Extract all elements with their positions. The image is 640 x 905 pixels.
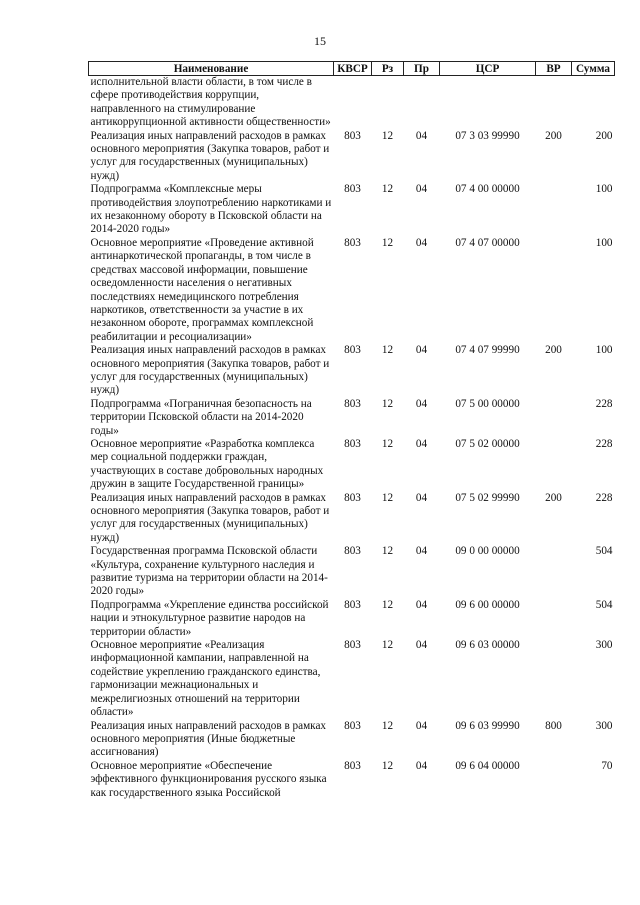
row-sum: 504 — [595, 598, 613, 611]
row-name: Реализация иных направлений расходов в рамках основного мероприятия (Иные бюджетные ассигнования) — [90, 719, 327, 759]
row-kvsr: 803 — [344, 598, 361, 611]
row-csr: 07 5 02 99990 — [455, 491, 520, 504]
row-rz: 12 — [381, 545, 394, 558]
row-csr: 07 4 07 99990 — [455, 344, 520, 357]
table-row — [89, 344, 615, 398]
row-name: Подпрограмма «Комплексные меры противодействия злоупотреблению наркотиками и их незаконному обороту в Псковской области на 2014-2020 годы» — [90, 183, 332, 236]
table-row — [89, 76, 615, 130]
row-rz: 12 — [381, 344, 394, 357]
row-vr — [536, 438, 572, 492]
row-kvsr: 803 — [344, 491, 361, 504]
row-name: Реализация иных направлений расходов в рамках основного мероприятия (Закупка товаров, работ и услуг для государственных (муниципальных) нужд) — [90, 491, 330, 544]
table-body — [89, 76, 615, 800]
header-rz: Рз — [372, 62, 404, 76]
row-sum: 228 — [595, 491, 613, 504]
row-csr: 07 5 02 00000 — [455, 437, 520, 450]
header-kvsr: КВСР — [334, 62, 372, 76]
row-name: Основное мероприятие «Проведение активной антинаркотической пропаганды, в том числе в средствах массовой информации, повышение осведомленности населения о негативных последствиях немедицинского потребления наркотиков, ответственности за участие в их незаконном обороте, программах комплексной реабилитации и ресоциализации» — [90, 236, 314, 343]
row-pr: 04 — [415, 759, 428, 772]
row-kvsr: 803 — [344, 236, 361, 249]
row-kvsr — [334, 76, 372, 130]
row-rz: 12 — [381, 129, 394, 142]
row-csr: 07 4 07 00000 — [455, 236, 520, 249]
row-rz: 12 — [381, 236, 394, 249]
row-rz: 12 — [381, 598, 394, 611]
row-rz: 12 — [381, 491, 394, 504]
row-kvsr: 803 — [344, 129, 361, 142]
row-sum: 100 — [595, 183, 613, 196]
row-pr: 04 — [415, 236, 428, 249]
row-csr: 09 6 04 00000 — [455, 759, 520, 772]
row-csr — [440, 76, 536, 130]
row-name: Основное мероприятие «Обеспечение эффективного функционирования русского языка как государственного языка Российской — [90, 759, 327, 799]
row-csr: 09 0 00 00000 — [455, 545, 520, 558]
header-csr: ЦСР — [440, 62, 536, 76]
row-kvsr: 803 — [344, 545, 361, 558]
row-pr: 04 — [415, 344, 428, 357]
row-pr — [404, 76, 440, 130]
row-vr — [536, 183, 572, 237]
row-vr — [536, 760, 572, 800]
row-sum: 300 — [595, 719, 613, 732]
row-sum: 300 — [595, 639, 613, 652]
row-sum: 70 — [601, 759, 613, 772]
budget-table — [88, 61, 615, 800]
row-vr — [536, 398, 572, 438]
row-name: Реализация иных направлений расходов в рамках основного мероприятия (Закупка товаров, работ и услуг для государственных (муниципальных) нужд) — [90, 344, 330, 397]
row-vr: 200 — [545, 344, 562, 357]
table-row — [89, 183, 615, 237]
row-rz: 12 — [381, 183, 394, 196]
table-row — [89, 398, 615, 438]
table-row — [89, 599, 615, 639]
table-row — [89, 545, 615, 599]
row-vr — [536, 76, 572, 130]
row-rz: 12 — [381, 759, 394, 772]
row-csr: 09 6 00 00000 — [455, 598, 520, 611]
row-sum: 228 — [595, 397, 613, 410]
row-sum: 504 — [595, 545, 613, 558]
table-row — [89, 720, 615, 760]
row-csr: 09 6 03 99990 — [455, 719, 520, 732]
row-kvsr: 803 — [344, 719, 361, 732]
row-vr — [536, 599, 572, 639]
row-name: Основное мероприятие «Реализация информационной кампании, направленной на содействие укреплению гражданского единства, гармонизации межнациональных и межрелигиозных отношений на территории области» — [90, 639, 321, 719]
row-sum: 200 — [595, 129, 613, 142]
row-sum: 100 — [595, 344, 613, 357]
row-kvsr: 803 — [344, 759, 361, 772]
row-vr — [536, 639, 572, 719]
row-name: Подпрограмма «Укрепление единства российской нации и этнокультурное развитие народов на территории области» — [90, 598, 329, 638]
table-row — [89, 438, 615, 492]
header-name: Наименование — [89, 62, 334, 76]
row-name: исполнительной власти области, в том числе в сфере противодействия коррупции, направленного на стимулирование антикоррупционной активности общественности» — [90, 76, 331, 129]
row-pr: 04 — [415, 719, 428, 732]
row-name: Основное мероприятие «Разработка комплекса мер социальной поддержки граждан, участвующих в составе добровольных народных дружин в защите Государственной границы» — [90, 437, 324, 491]
row-rz: 12 — [381, 437, 394, 450]
row-sum — [572, 76, 615, 130]
row-csr: 07 5 00 00000 — [455, 397, 520, 410]
row-kvsr: 803 — [344, 437, 361, 450]
row-pr: 04 — [415, 598, 428, 611]
row-name: Государственная программа Псковской области «Культура, сохранение культурного наследия и развитие туризма на территории области на 2014-2020 годы» — [90, 545, 328, 598]
row-pr: 04 — [415, 545, 428, 558]
page-number: 15 — [314, 34, 326, 48]
table-row — [89, 492, 615, 546]
row-rz: 12 — [381, 397, 394, 410]
row-csr: 07 3 03 99990 — [455, 129, 520, 142]
row-vr — [536, 237, 572, 344]
row-vr: 200 — [545, 129, 562, 142]
row-vr — [536, 545, 572, 599]
row-pr: 04 — [415, 437, 428, 450]
header-vr: ВР — [536, 62, 572, 76]
row-pr: 04 — [415, 183, 428, 196]
row-vr: 200 — [545, 491, 562, 504]
row-kvsr: 803 — [344, 183, 361, 196]
row-kvsr: 803 — [344, 397, 361, 410]
row-sum: 100 — [595, 236, 613, 249]
row-kvsr: 803 — [344, 344, 361, 357]
row-kvsr: 803 — [344, 639, 361, 652]
row-csr: 07 4 00 00000 — [455, 183, 520, 196]
row-name: Подпрограмма «Пограничная безопасность на территории Псковской области на 2014-2020 годы» — [90, 397, 312, 437]
table-row — [89, 130, 615, 184]
row-vr: 800 — [545, 719, 562, 732]
row-pr: 04 — [415, 491, 428, 504]
row-pr: 04 — [415, 397, 428, 410]
row-pr: 04 — [415, 129, 428, 142]
header-pr: Пр — [404, 62, 440, 76]
row-rz — [372, 76, 404, 130]
row-name: Реализация иных направлений расходов в рамках основного мероприятия (Закупка товаров, работ и услуг для государственных (муниципальных) нужд) — [90, 129, 330, 182]
row-sum: 228 — [595, 437, 613, 450]
table-row — [89, 760, 615, 800]
header-sum: Сумма — [572, 62, 615, 76]
table-row — [89, 639, 615, 719]
row-csr: 09 6 03 00000 — [455, 639, 520, 652]
table-header-row — [89, 62, 615, 76]
row-pr: 04 — [415, 639, 428, 652]
row-rz: 12 — [381, 639, 394, 652]
table-row — [89, 237, 615, 344]
row-rz: 12 — [381, 719, 394, 732]
